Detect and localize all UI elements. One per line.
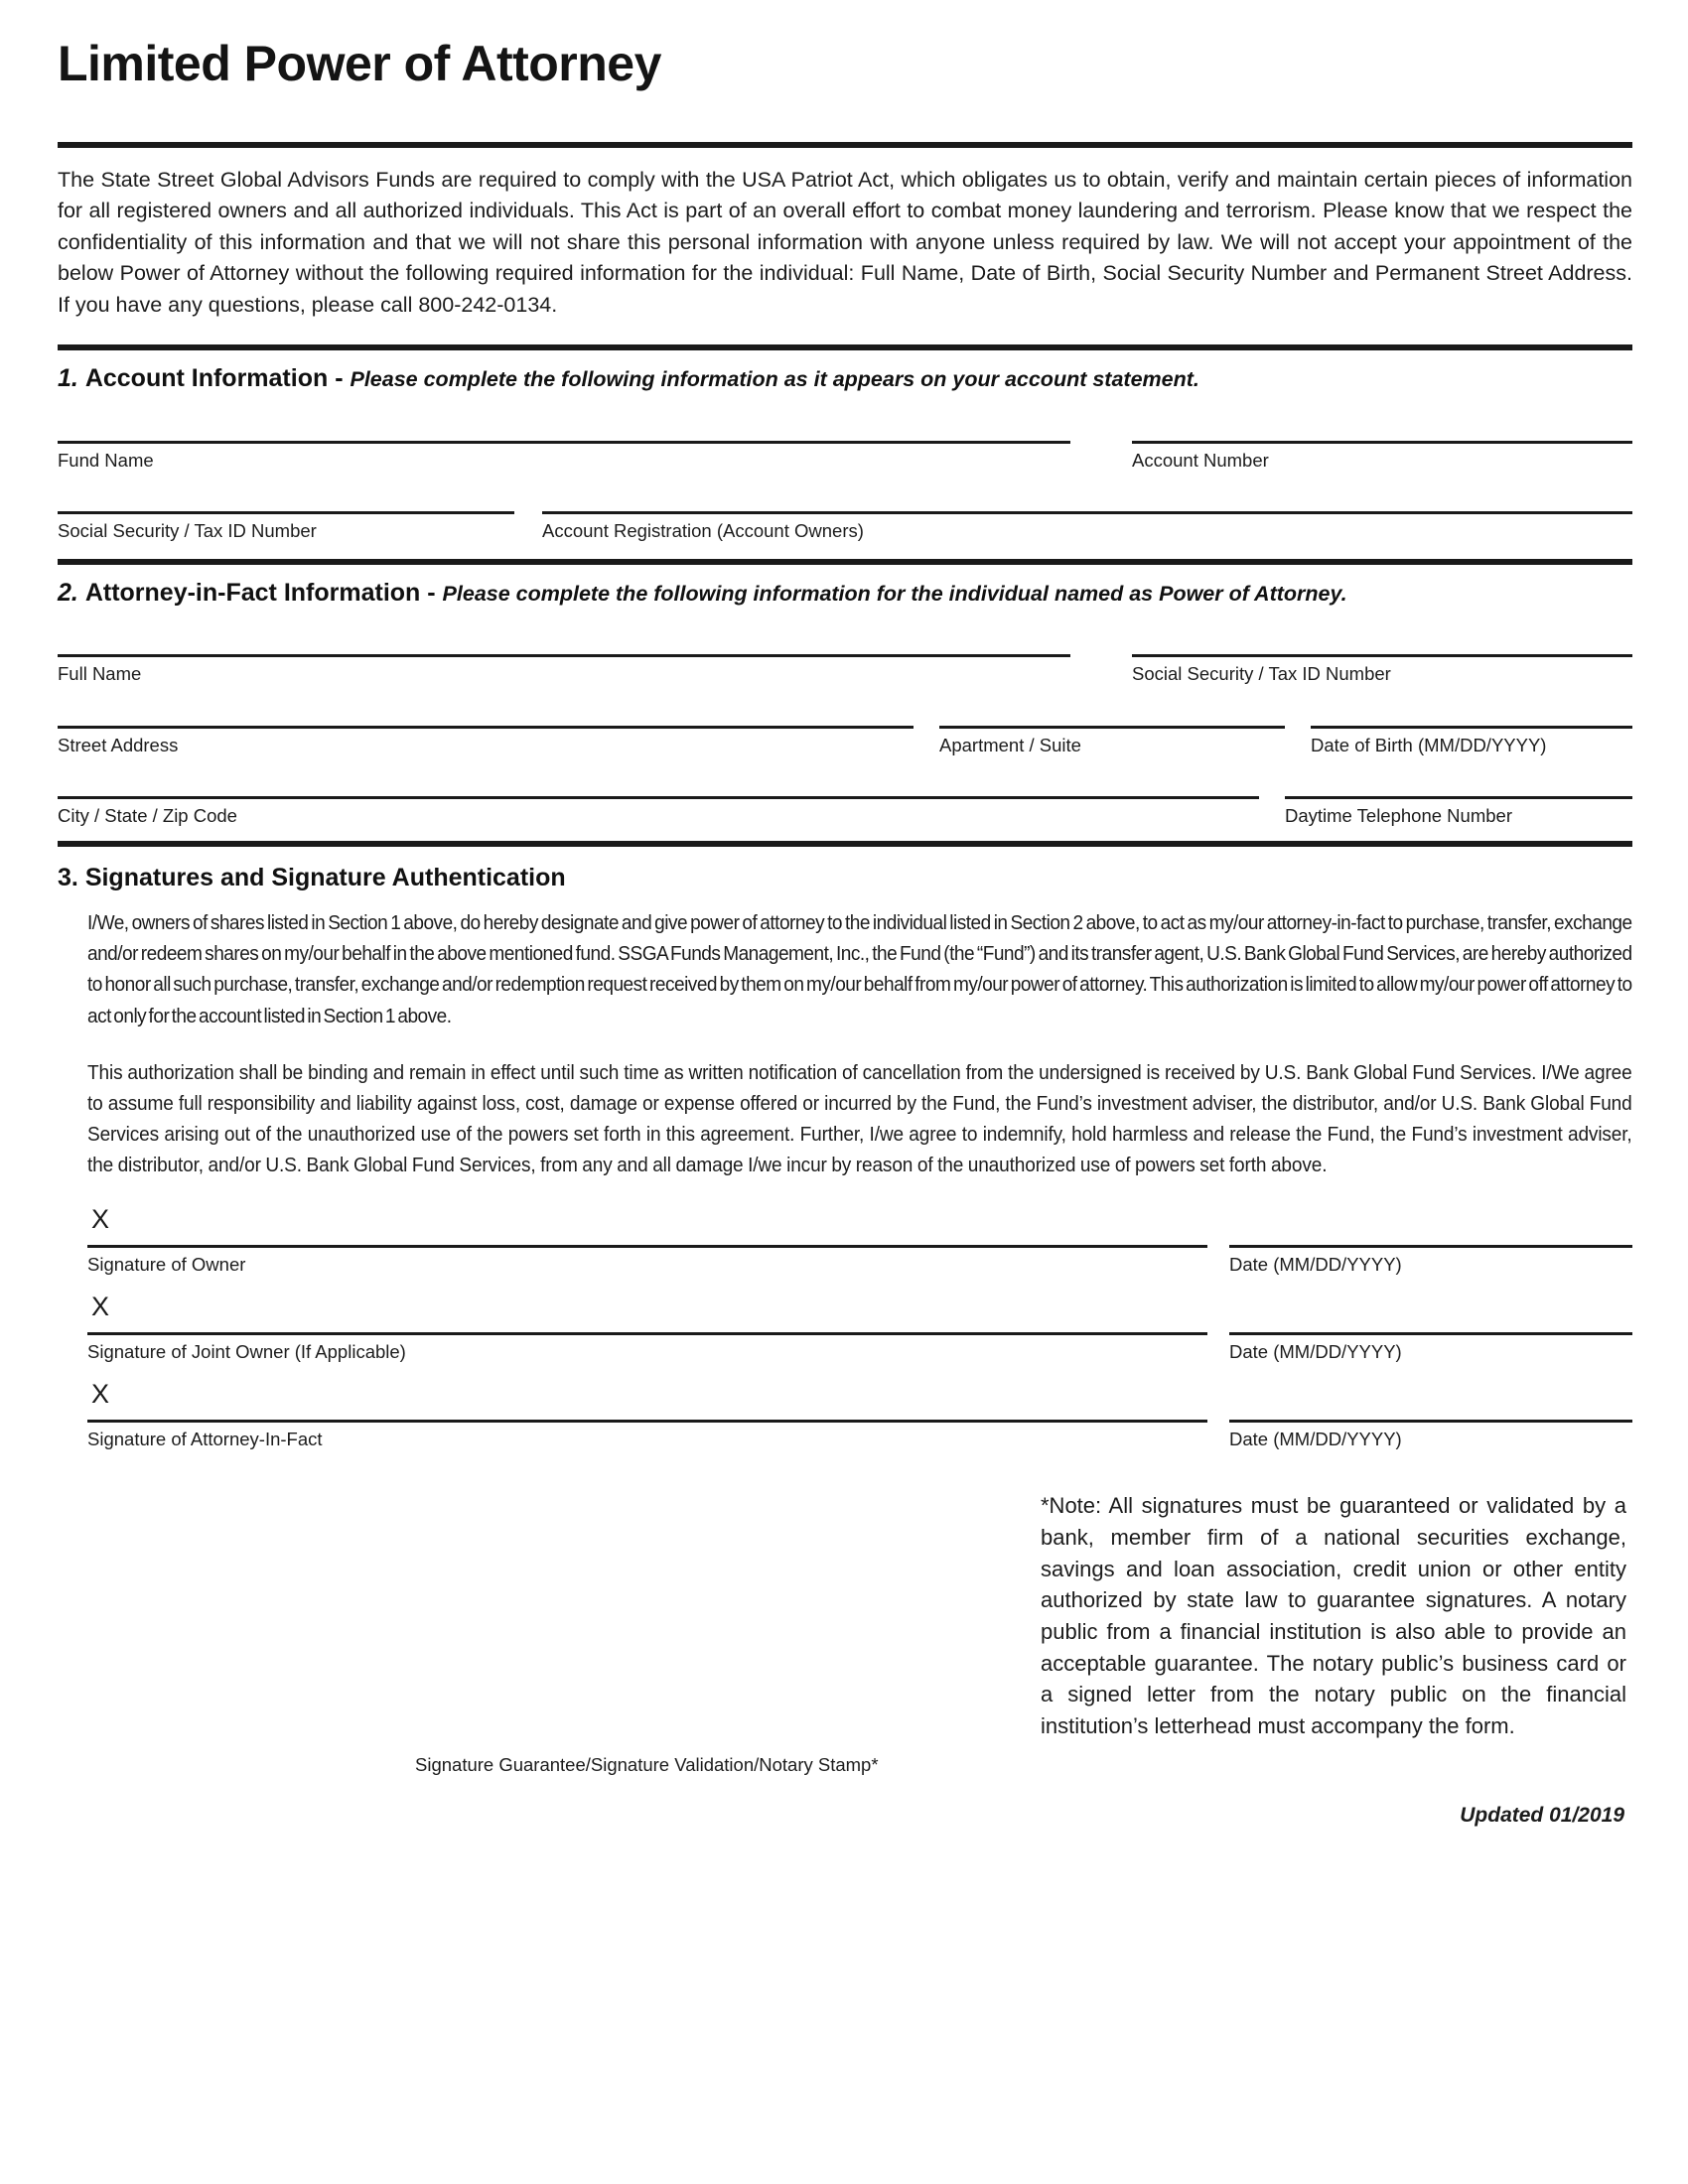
x-mark-icon: X (91, 1204, 110, 1235)
title-divider (58, 142, 1632, 148)
account-number-field[interactable] (1132, 441, 1632, 472)
signature-owner-label: Signature of Owner (87, 1254, 246, 1276)
section2-subtitle: Please complete the following information for the individual named as Power of Attorney. (442, 582, 1347, 607)
section3-paragraph-2: This authorization shall be binding and remain in effect until such time as written notification of cancellation from the undersigned is received by U.S. Bank Global Fund Services. I/We agree to assume full responsibility and liability against loss, cost, damage or expense offered or incurred by the Fund, the Fund’s investment adviser, the distributor, and/or U.S. Bank Global Fund Services arising out of the unauthorized use of the powers set forth in this agreement. Further, I/we agree to indemnify, hold harmless and release the Fund, the Fund’s investment adviser, the distributor, and/or U.S. Bank Global Fund Services, from any and all damage I/we incur by reason of the unauthorized use of powers set forth above. (87, 1060, 1632, 1177)
section1-row-2 (58, 511, 1632, 542)
intro-paragraph: The State Street Global Advisors Funds are required to comply with the USA Patriot Act, which obligates us to obtain, verify and maintain certain pieces of information for all registered owners and all authorized individuals. This Act is part of an overall effort to combat money laundering and terrorism. Please know that we respect the confidentiality of this information and that we will not share this personal information with anyone unless required by law. We will not accept your appointment of the below Power of Attorney without the following required information for the individual: Full Name, Date of Birth, Social Security Number and Permanent Street Address. If you have any questions, please call 800-242-0134. (58, 167, 1632, 317)
date-owner-label: Date (MM/DD/YYYY) (1229, 1254, 1402, 1276)
section3-paragraph-1: I/We, owners of shares listed in Section 1 above, do hereby designate and give power of attorney to the individual listed in Section 2 above, to act as my/our attorney-in-fact to purchase, transfer, exchange and/or redeem shares on my/our behalf in the above mentioned fund. SSGA Funds Management, Inc., the Fund (the “Fund”) and its transfer agent, U.S. Bank Global Fund Services, are hereby authorized to honor all such purchase, transfer, exchange and/or redemption request received by them on my/our behalf from my/our power of attorney. This authorization is limited to allow my/our power off attorney to act only for the account listed in Section 1 above. (87, 911, 1632, 1027)
signature-row-owner (87, 1206, 1632, 1276)
signature-attorney-in-fact-label: Signature of Attorney-In-Fact (87, 1429, 323, 1450)
section2-divider (58, 559, 1632, 565)
date-joint-owner-label: Date (MM/DD/YYYY) (1229, 1341, 1402, 1363)
section3-title: Signatures and Signature Authentication (84, 863, 566, 891)
page-title: Limited Power of Attorney (58, 36, 661, 91)
ssn-taxid-label: Social Security / Tax ID Number (58, 519, 317, 541)
section1-subtitle: Please complete the following information as it appears on your account statement. (350, 367, 1199, 392)
signature-row-joint-owner (87, 1294, 1632, 1363)
section3-heading (58, 863, 1632, 893)
notary-stamp-box[interactable] (87, 1490, 1041, 1778)
section3-divider (58, 841, 1632, 847)
fund-name-label: Fund Name (58, 449, 154, 471)
footer-updated: Updated 01/2019 (1460, 1804, 1624, 1828)
section2-title: Attorney-in-Fact Information (84, 579, 421, 608)
section2-heading (58, 578, 1632, 609)
section2-row-1 (58, 654, 1632, 685)
signature-row-attorney-in-fact (87, 1381, 1632, 1450)
apartment-suite-label: Apartment / Suite (939, 734, 1081, 755)
account-registration-label: Account Registration (Account Owners) (542, 519, 864, 541)
section1-divider (58, 344, 1632, 350)
date-of-birth-label: Date of Birth (MM/DD/YYYY) (1311, 734, 1547, 755)
section2-dash: - (427, 579, 436, 608)
full-name-label: Full Name (58, 663, 142, 685)
document-body (58, 0, 1632, 1828)
signature-attorney-in-fact-field[interactable] (87, 1381, 1207, 1450)
street-address-field[interactable] (58, 726, 914, 756)
date-joint-owner-field[interactable] (1229, 1294, 1632, 1363)
signature-guarantee-note: *Note: All signatures must be guaranteed or validated by a bank, member firm of a national securities exchange, savings and loan association, credit union or other entity authorized by state law to guarantee signatures. A notary public from a financial institution is also able to provide an acceptable guarantee. The notary public’s business card or a signed letter from the notary public on the financial institution’s letterhead must accompany the form. (1041, 1493, 1626, 1739)
date-attorney-in-fact-field[interactable] (1229, 1381, 1632, 1450)
section1-row-1 (58, 441, 1632, 472)
section2-row-3 (58, 796, 1632, 827)
section3-body (87, 907, 1632, 1180)
daytime-telephone-label: Daytime Telephone Number (1285, 804, 1512, 826)
account-registration-field[interactable] (542, 511, 1632, 542)
date-owner-field[interactable] (1229, 1206, 1632, 1276)
section1-dash: - (335, 364, 344, 393)
apartment-suite-field[interactable] (939, 726, 1285, 756)
ssn-taxid-field[interactable] (58, 511, 514, 542)
daytime-telephone-field[interactable] (1285, 796, 1632, 827)
x-mark-icon: X (91, 1292, 110, 1322)
date-attorney-in-fact-label: Date (MM/DD/YYYY) (1229, 1429, 1402, 1450)
city-state-zip-field[interactable] (58, 796, 1259, 827)
aif-ssn-taxid-field[interactable] (1132, 654, 1632, 685)
street-address-label: Street Address (58, 734, 179, 755)
signature-joint-owner-label: Signature of Joint Owner (If Applicable) (87, 1341, 406, 1363)
section2-number: 2. (58, 579, 78, 608)
section1-heading (58, 363, 1632, 394)
bottom-area (87, 1490, 1662, 1778)
section1-title: Account Information (84, 364, 329, 393)
account-number-label: Account Number (1132, 449, 1269, 471)
date-of-birth-field[interactable] (1311, 726, 1632, 756)
signature-owner-field[interactable] (87, 1206, 1207, 1276)
section1-number: 1. (58, 364, 78, 393)
x-mark-icon: X (91, 1379, 110, 1410)
full-name-field[interactable] (58, 654, 1070, 685)
fund-name-field[interactable] (58, 441, 1070, 472)
aif-ssn-taxid-label: Social Security / Tax ID Number (1132, 663, 1391, 685)
section2-row-2 (58, 726, 1632, 756)
notary-stamp-caption: Signature Guarantee/Signature Validation/Notary Stamp* (415, 1754, 879, 1776)
section3-number: 3. (58, 863, 78, 891)
signature-joint-owner-field[interactable] (87, 1294, 1207, 1363)
city-state-zip-label: City / State / Zip Code (58, 804, 237, 826)
